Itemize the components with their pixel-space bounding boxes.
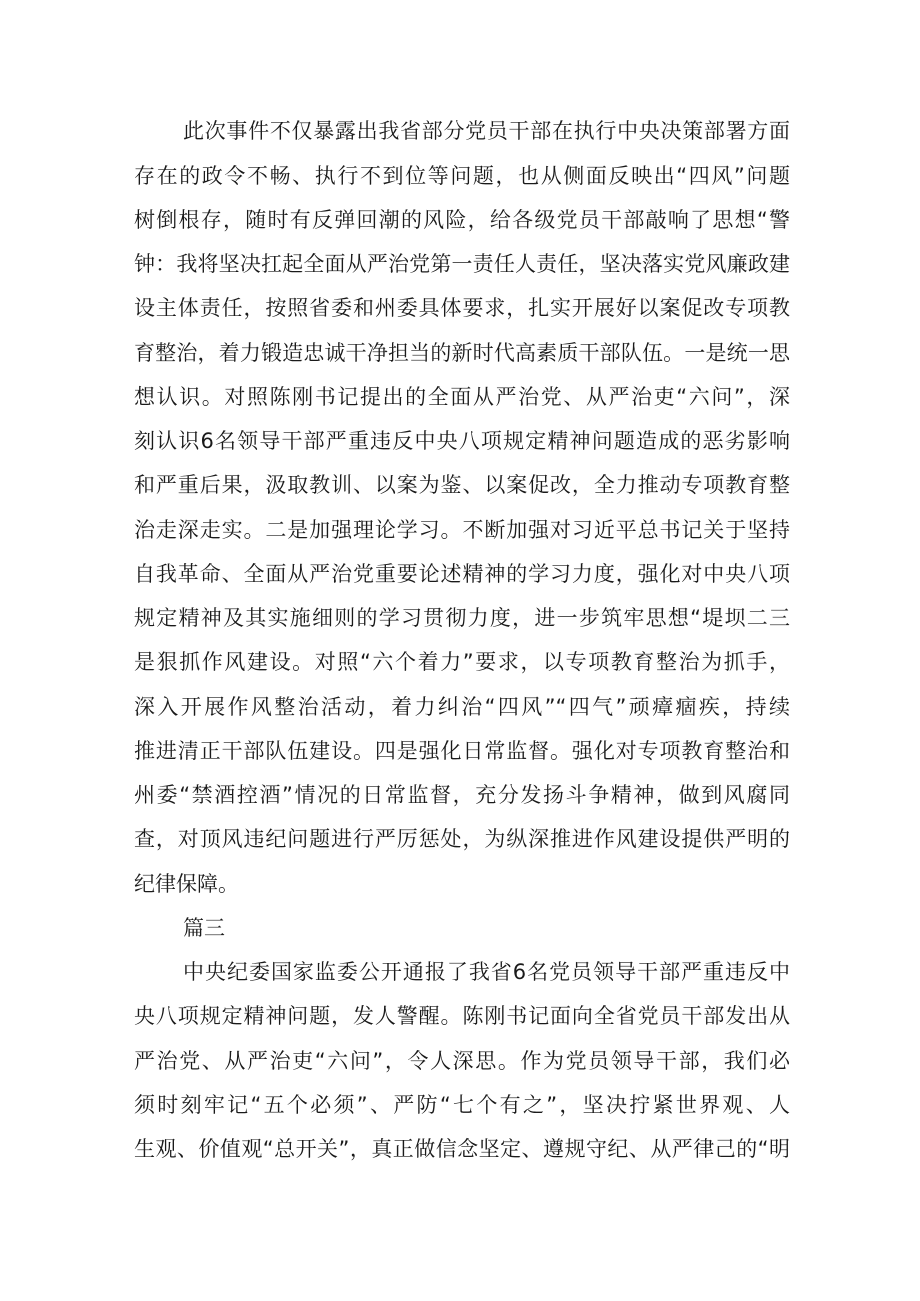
paragraph-line: 是狠抓作风建设。对照“六个着力”要求，以专项教育整治为抓手， <box>134 650 790 674</box>
paragraph-line: 央八项规定精神问题，发人警醒。陈刚书记面向全省党员干部发出从 <box>134 1004 790 1028</box>
paragraph-line: 治走深走实。二是加强理论学习。不断加强对习近平总书记关于坚持 <box>134 518 790 542</box>
paragraph-line: 生观、价值观“总开关”，真正做信念坚定、遵规守纪、从严律己的“明 <box>134 1137 790 1161</box>
section-heading: 篇三 <box>183 916 225 940</box>
paragraph-line: 设主体责任，按照省委和州委具体要求，扎实开展好以案促改专项教 <box>134 296 790 320</box>
paragraph-line: 钟：我将坚决扛起全面从严治党第一责任人责任，坚决落实党风廉政建 <box>134 252 790 276</box>
paragraph-line: 中央纪委国家监委公开通报了我省6名党员领导干部严重违反中 <box>183 960 790 984</box>
paragraph-line: 想认识。对照陈刚书记提出的全面从严治党、从严治吏“六问”，深 <box>134 385 790 409</box>
paragraph-line: 纪律保障。 <box>134 872 239 896</box>
paragraph-line: 查，对顶风违纪问题进行严厉惩处，为纵深推进作风建设提供严明的 <box>134 827 790 851</box>
paragraph-line: 自我革命、全面从严治党重要论述精神的学习力度，强化对中央八项 <box>134 562 790 586</box>
paragraph-line: 深入开展作风整治活动，着力纠治“四风”“四气”顽瘴痼疾，持续 <box>134 695 790 719</box>
paragraph-line: 此次事件不仅暴露出我省部分党员干部在执行中央决策部署方面 <box>183 119 790 143</box>
paragraph-line: 须时刻牢记“五个必须”、严防“七个有之”，坚决拧紧世界观、人 <box>134 1093 790 1117</box>
paragraph-line: 存在的政令不畅、执行不到位等问题，也从侧面反映出“四风”问题 <box>134 164 790 188</box>
paragraph-line: 和严重后果，汲取教训、以案为鉴、以案促改，全力推动专项教育整 <box>134 473 790 497</box>
paragraph-line: 树倒根存，随时有反弹回潮的风险，给各级党员干部敲响了思想“警 <box>134 208 790 232</box>
paragraph-line: 规定精神及其实施细则的学习贯彻力度，进一步筑牢思想“堤坝二三 <box>134 606 790 630</box>
paragraph-line: 推进清正干部队伍建设。四是强化日常监督。强化对专项教育整治和 <box>134 739 790 763</box>
paragraph-line: 严治党、从严治吏“六问”，令人深思。作为党员领导干部，我们必 <box>134 1049 790 1073</box>
paragraph-line: 州委“禁酒控酒”情况的日常监督，充分发扬斗争精神，做到风腐同 <box>134 783 790 807</box>
paragraph-line: 育整治，着力锻造忠诚干净担当的新时代高素质干部队伍。一是统一思 <box>134 341 790 365</box>
paragraph-line: 刻认识6名领导干部严重违反中央八项规定精神问题造成的恶劣影响 <box>134 429 790 453</box>
